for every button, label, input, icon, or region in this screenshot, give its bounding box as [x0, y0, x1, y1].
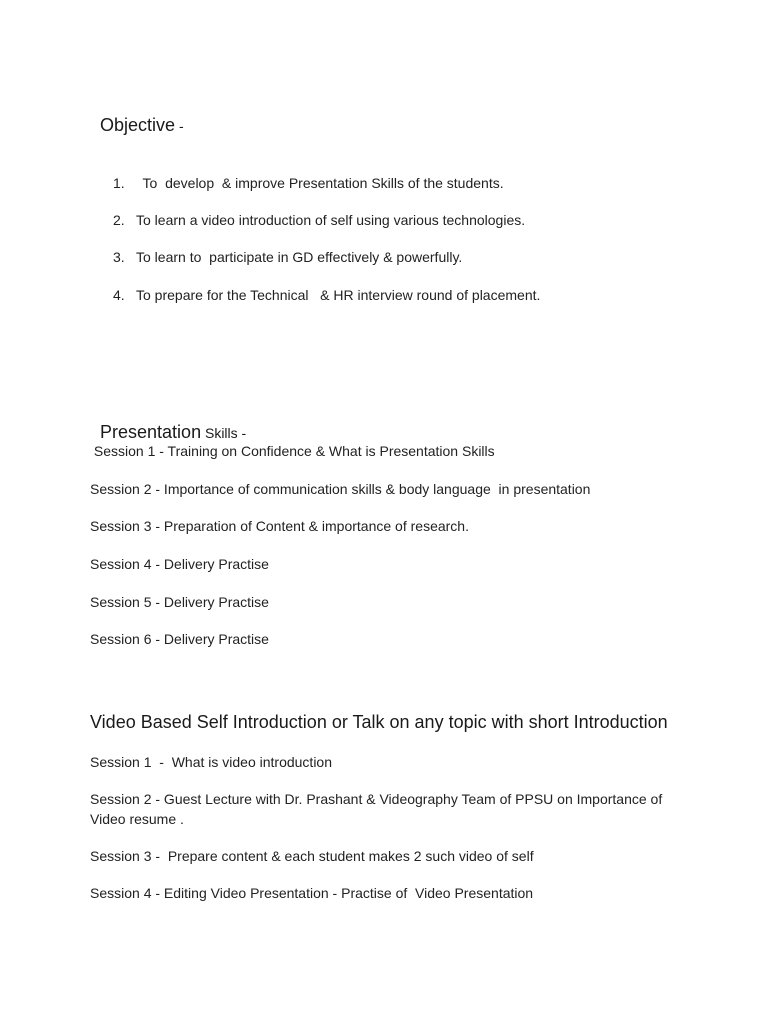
objective-item-number: 2. — [113, 212, 125, 228]
presentation-heading — [90, 401, 246, 443]
video-session: Session 1 - What is video introduction — [90, 754, 333, 770]
objective-heading — [90, 94, 184, 136]
objective-item-text: To learn a video introduction of self using various technologies. — [136, 212, 526, 228]
objective-item-text: To prepare for the Technical & HR interview round of placement. — [136, 287, 541, 303]
video-session: Session 3 - Prepare content & each student makes 2 such video of self — [90, 848, 534, 864]
video-heading: Video Based Self Introduction or Talk on any topic with short Introduction — [90, 712, 668, 732]
presentation-title-suffix: Skills - — [201, 425, 247, 441]
video-session: Session 2 - Guest Lecture with Dr. Prashant & Videography Team of PPSU on Importance of Video resume . — [90, 791, 663, 827]
objective-item-text: To learn to participate in GD effectively & powerfully. — [136, 249, 463, 265]
presentation-session: Session 1 - Training on Confidence & What is Presentation Skills — [90, 443, 495, 459]
video-session: Session 4 - Editing Video Presentation - Practise of Video Presentation — [90, 885, 534, 901]
objective-title: Objective — [100, 115, 176, 135]
objective-item-text: To develop & improve Presentation Skills of the students. — [135, 175, 504, 191]
presentation-session: Session 4 - Delivery Practise — [90, 556, 269, 572]
objective-dash: - — [175, 118, 184, 134]
objective-item-number: 1. — [113, 175, 125, 191]
presentation-title: Presentation — [100, 422, 202, 442]
presentation-session: Session 6 - Delivery Practise — [90, 631, 269, 647]
objective-item-number: 4. — [113, 287, 125, 303]
presentation-session: Session 5 - Delivery Practise — [90, 594, 269, 610]
presentation-session: Session 3 - Preparation of Content & importance of research. — [90, 518, 469, 534]
presentation-session: Session 2 - Importance of communication skills & body language in presentation — [90, 481, 591, 497]
objective-item-number: 3. — [113, 249, 125, 265]
